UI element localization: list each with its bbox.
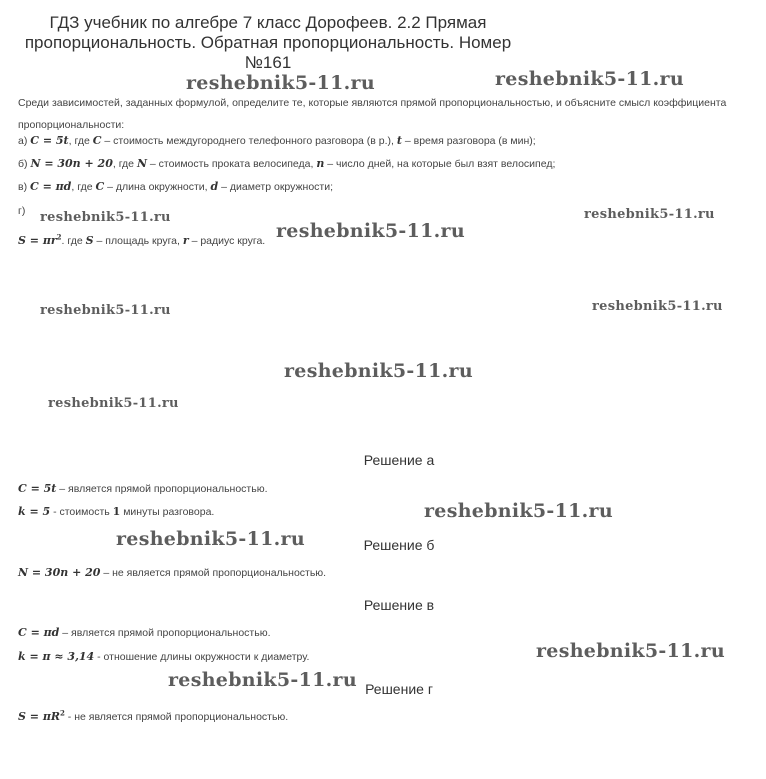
- variable: r: [182, 234, 189, 247]
- variable: d: [210, 180, 219, 193]
- formula: C = πd: [18, 626, 60, 639]
- variable: C: [92, 134, 102, 147]
- solution-c-heading: Решение в: [363, 597, 435, 613]
- formula-base: S = πr: [18, 234, 57, 247]
- formula: [18, 710, 65, 723]
- task-item-d-label: г): [18, 205, 26, 217]
- solution-text: минуты разговора.: [120, 506, 215, 518]
- item-label: б): [18, 158, 28, 170]
- solution-a-heading: Решение а: [363, 452, 435, 468]
- variable: C: [95, 180, 105, 193]
- item-label: в): [18, 181, 28, 193]
- solution-a-line-1: [18, 482, 268, 496]
- item-text: , где: [112, 158, 137, 170]
- solution-c-line-1: [18, 626, 271, 640]
- task-item-b: [18, 157, 555, 171]
- watermark: reshebnik5-11.ru: [495, 68, 684, 90]
- task-item-c: [18, 180, 333, 194]
- watermark: reshebnik5-11.ru: [592, 299, 723, 314]
- solution-b-heading: Решение б: [363, 537, 435, 553]
- solution-text: - отношение длины окружности к диаметру.: [94, 651, 310, 663]
- formula: N = 30n + 20: [18, 566, 101, 579]
- variable: n: [316, 157, 325, 170]
- watermark: reshebnik5-11.ru: [40, 303, 171, 318]
- watermark: reshebnik5-11.ru: [276, 220, 465, 242]
- title-line-2: пропорциональность. Обратная пропорциональность. Номер: [24, 33, 512, 52]
- item-text: – площадь круга,: [93, 235, 183, 247]
- watermark: reshebnik5-11.ru: [116, 528, 305, 550]
- item-text: – стоимость междугороднего телефонного разговора (в р.),: [101, 135, 397, 147]
- task-item-a: [18, 134, 536, 148]
- solution-d-heading: Решение г: [365, 681, 433, 697]
- formula: k = 5: [18, 505, 51, 518]
- watermark: reshebnik5-11.ru: [584, 207, 715, 222]
- item-text: , где: [68, 135, 93, 147]
- variable: S: [85, 234, 94, 247]
- solution-text: – является прямой пропорциональностью.: [59, 627, 271, 639]
- item-text: – время разговора (в мин);: [401, 135, 536, 147]
- watermark: reshebnik5-11.ru: [48, 396, 179, 411]
- task-intro: Среди зависимостей, заданных формулой, определите те, которые являются прямой пропорциональностью, и объясните смысл коэффициента пропорциональности:: [18, 97, 727, 131]
- item-text: – диаметр окружности;: [218, 181, 334, 193]
- formula-base: S = πR: [18, 710, 61, 723]
- solution-b-line-1: [18, 566, 326, 580]
- solution-a-line-2: [18, 505, 214, 519]
- formula: N = 30n + 20: [30, 157, 113, 170]
- title-line-3: №161: [244, 53, 292, 72]
- watermark: reshebnik5-11.ru: [40, 210, 171, 225]
- task-item-d: [18, 234, 265, 248]
- formula-exponent: 2: [56, 232, 62, 242]
- formula-exponent: 2: [60, 708, 65, 718]
- page-title: [0, 13, 536, 73]
- item-text: . где: [61, 235, 86, 247]
- variable: N: [136, 157, 147, 170]
- formula: k = π ≈ 3,14: [18, 650, 95, 663]
- formula: [18, 234, 62, 247]
- item-text: , где: [71, 181, 96, 193]
- solution-text: - не является прямой пропорциональностью.: [64, 711, 289, 723]
- number: 1: [112, 505, 121, 518]
- formula: C = πd: [30, 180, 72, 193]
- formula: C = 5t: [30, 134, 69, 147]
- title-line-1: ГДЗ учебник по алгебре 7 класс Дорофеев. 2.2 Прямая: [49, 13, 487, 32]
- watermark: reshebnik5-11.ru: [186, 72, 375, 94]
- solution-text: – является прямой пропорциональностью.: [56, 483, 268, 495]
- item-label: а): [18, 135, 28, 147]
- item-text: – длина окружности,: [104, 181, 211, 193]
- watermark: reshebnik5-11.ru: [284, 360, 473, 382]
- solution-text: – не является прямой пропорциональностью.: [100, 567, 327, 579]
- solution-d-line-1: [18, 710, 288, 724]
- watermark: reshebnik5-11.ru: [168, 669, 357, 691]
- formula: C = 5t: [18, 482, 57, 495]
- solution-text: - стоимость: [50, 506, 113, 518]
- watermark: reshebnik5-11.ru: [536, 640, 725, 662]
- item-text: – стоимость проката велосипеда,: [147, 158, 317, 170]
- solution-c-line-2: [18, 650, 309, 664]
- item-text: – радиус круга.: [188, 235, 266, 247]
- variable: t: [396, 134, 402, 147]
- item-text: – число дней, на которые был взят велосипед;: [324, 158, 556, 170]
- watermark: reshebnik5-11.ru: [424, 500, 613, 522]
